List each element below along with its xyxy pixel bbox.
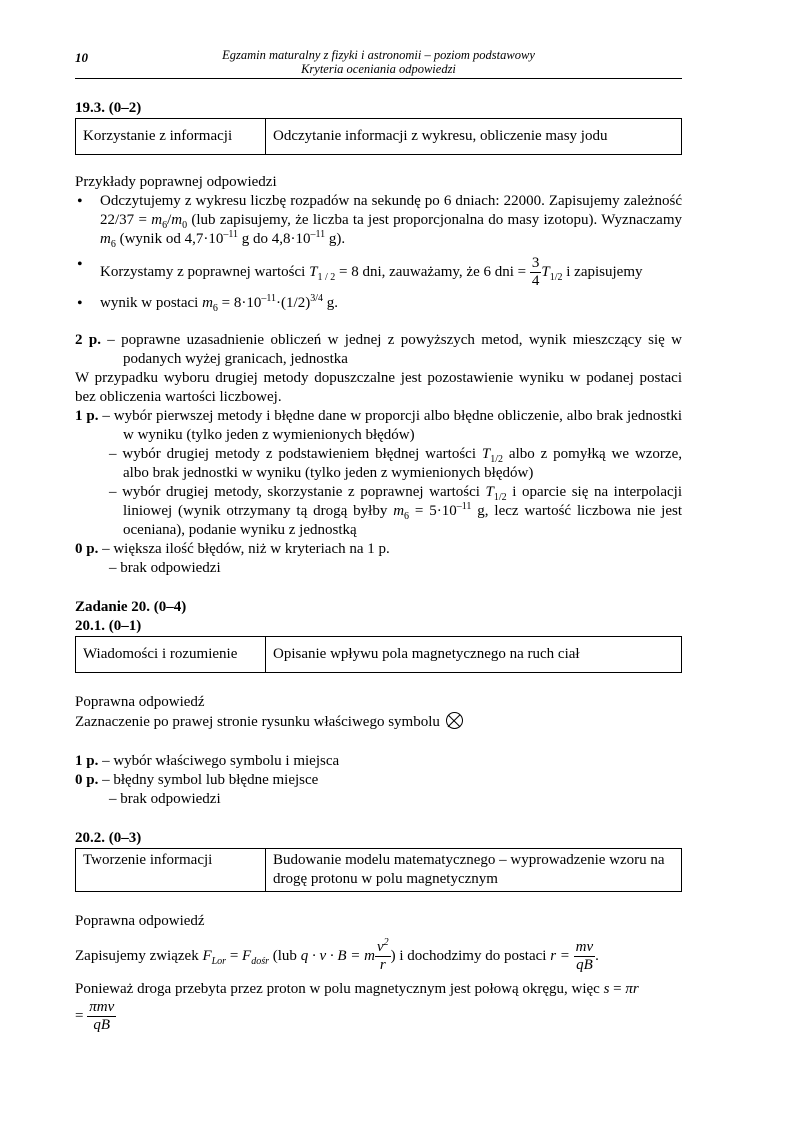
score-1p-c: – wybór drugiej metody, skorzystanie z poprawnej wartości $T_{1/2}$ i oparcie się na interpolacji liniowej (wynik otrzymany tą drogą byłby $m_6 = 5\cdot 10^{-11}$ g, lecz wartość liczbowa nie jest oceniana), podanie wyniku z jednostką (109, 484, 682, 538)
example-item-1: • Odczytujemy z wykresu liczbę rozpadów na sekundę po 6 dniach: 22000. Zapisujemy zależność $22/37 = m_6/m_0$ (lub zapisujemy, że liczba ta jest proporcjonalna do masy izotopu). Wyznaczamy $m_6$ (wynik od $4,7\cdot 10^{-11}$ g do $4,8\cdot 10^{-11}$ g). (75, 192, 682, 249)
example-item-2-cont: • wynik w postaci $m_6 = 8\cdot 10^{-11}\cdot(1/2)^{3/4}$ g. (75, 294, 682, 313)
document-page (75, 46, 682, 1034)
criteria-table-19-3 (75, 118, 682, 155)
example-list (75, 192, 682, 313)
score-0p-b: – brak odpowiedzi (109, 560, 221, 576)
criteria-category: Korzystanie z informacji (76, 119, 266, 155)
scoring-19-3 (75, 331, 682, 578)
header-line-2: Kryteria oceniania odpowiedzi (301, 62, 456, 76)
criteria-category: Tworzenie informacji (76, 849, 266, 892)
criteria-table-20-2 (75, 848, 682, 892)
page-header (75, 46, 682, 79)
criteria-requirement: Budowanie modelu matematycznego – wyprowadzenie wzoru na drogę protonu w polu magnetycznym (266, 849, 682, 892)
example-item-2: • Korzystamy z poprawnej wartości $T_{1 / 2} = 8$ dni, zauważamy, że 6 dni = $\frac{3}{4}$ $T_{1/2}$ i zapisujemy (75, 255, 682, 290)
score-1p-b: – wybór drugiej metody z podstawieniem błędnej wartości $T_{1/2}$ albo z pomyłką we wzorze, albo brak jednostki w wyniku (tylko jeden z wymienionych błędów) (109, 446, 682, 481)
score-1p: 1 p. – wybór właściwego symbolu i miejsca (75, 753, 340, 769)
score-1p: 1 p. – wybór pierwszej metody i błędne dane w proporcji albo błędne obliczenie, albo brak jednostki w wyniku (tylko jeden z wymienionych błędów) (75, 408, 682, 443)
fraction-v2-over-r: $\frac{v^2}{r}$ (376, 937, 389, 973)
header-title (75, 46, 682, 76)
header-line-1: Egzamin maturalny z fizyki i astronomii – poziom podstawowy (222, 48, 535, 62)
page-number: 10 (75, 50, 88, 65)
scoring-20-1 (75, 752, 682, 809)
answer-20-2-equation: Zapisujemy związek $F_{Lor} = F_{dośr}$ (lub q · v · B = m $\frac{v^2}{r}$ ) i dochodzimy do postaci r = $\frac{mv}{qB}$ . (75, 937, 599, 973)
criteria-category: Wiadomości i rozumienie (76, 637, 266, 673)
answer-20-2-conclusion: Ponieważ droga przebyta przez proton w polu magnetycznym jest połową okręgu, więc s = πr (75, 981, 639, 997)
answer-heading-20-2: Poprawna odpowiedź (75, 913, 205, 929)
score-2p: 2 p. – poprawne uzasadnienie obliczeń w jednej z powyższych metod, wynik mieszczący się w podanych wyżej granicach, jednostka (75, 332, 683, 367)
fraction-pimv-over-qb: $\frac{\text{πmv}}{qB}$ (89, 999, 115, 1033)
score-note: W przypadku wyboru drugiej metody dopuszczalne jest pozostawienie wyniku w podanej postaci bez obliczenia wartości liczbowej. (75, 370, 682, 405)
answer-20-2-result: = $\frac{\text{πmv}}{qB}$ (75, 999, 115, 1033)
criteria-requirement: Opisanie wpływu pola magnetycznego na ruch ciał (266, 637, 682, 673)
section-20-2-title: 20.2. (0–3) (75, 830, 142, 846)
answer-heading-20-1: Poprawna odpowiedź (75, 694, 205, 710)
otimes-icon (446, 712, 463, 729)
score-0p: 0 p. – błędny symbol lub błędne miejsce (75, 772, 319, 788)
score-0p-b: – brak odpowiedzi (109, 791, 221, 807)
fraction-three-quarters: $\frac{3}{4}$ (531, 255, 540, 289)
examples-heading: Przykłady poprawnej odpowiedzi (75, 174, 277, 190)
score-0p: 0 p. – większa ilość błędów, niż w kryteriach na 1 p. (75, 541, 390, 557)
criteria-table-20-1 (75, 636, 682, 673)
answer-20-1: Zaznaczenie po prawej stronie rysunku właściwego symbolu (75, 712, 682, 732)
task-20-title: Zadanie 20. (0–4) (75, 599, 187, 615)
criteria-requirement: Odczytanie informacji z wykresu, obliczenie masy jodu (266, 119, 682, 155)
fraction-mv-over-qb: $\frac{mv}{qB}$ (575, 939, 594, 973)
section-19-3-title: 19.3. (0–2) (75, 100, 142, 116)
section-20-1-title: 20.1. (0–1) (75, 618, 142, 634)
